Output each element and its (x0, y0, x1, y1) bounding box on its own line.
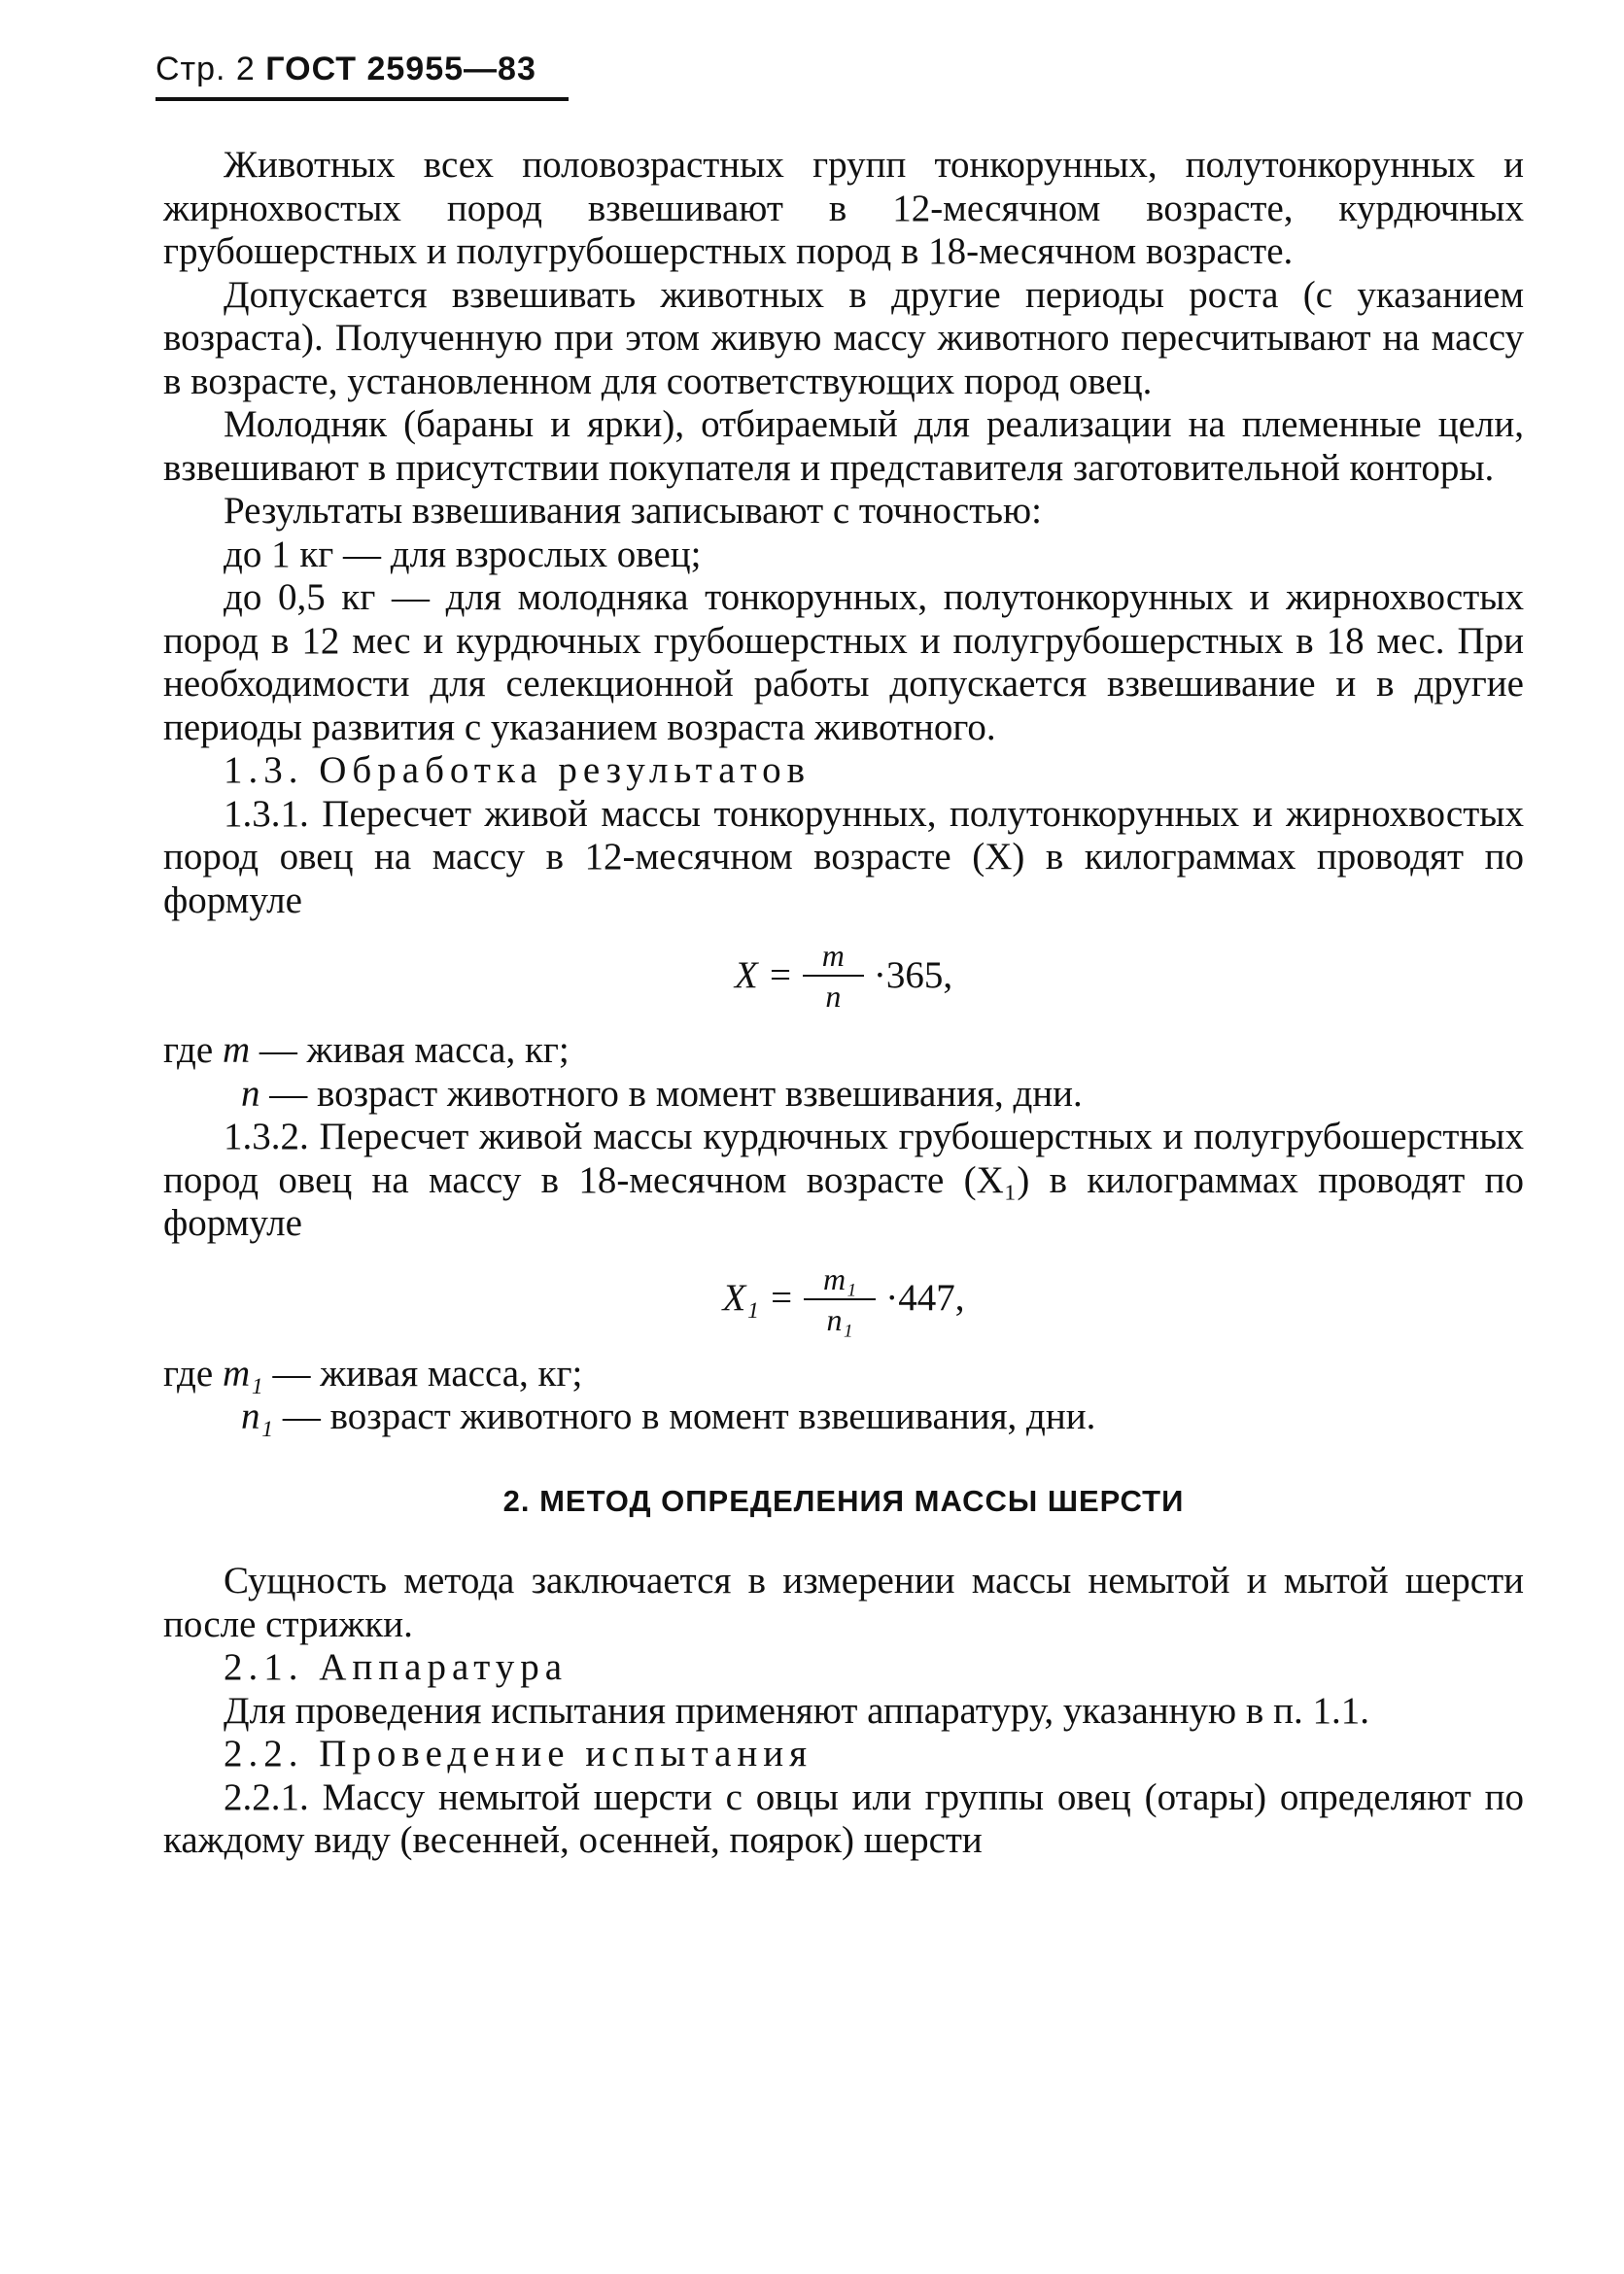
paragraph-2-2-1: 2.2.1. Массу немытой шерсти с овцы или группы овец (отары) определяют по каждому виду (весенней, осенней, поярок) шерсти (163, 1775, 1524, 1861)
paragraph-accuracy-young: до 0,5 кг — для молодняка тонкорунных, полутонкорунных и жирнохвостых пород в 12 мес и курдючных грубошерстных и полугрубошерстных в 18 мес. При необходимости для селекционной работы допускается взвешивание и в другие периоды развития с указанием возраста животного. (163, 576, 1524, 748)
document-body (163, 144, 1524, 1863)
formula-x1-tail: ·447, (885, 1277, 965, 1320)
page-number: Стр. 2 (155, 51, 256, 87)
paragraph-accuracy-adult: до 1 кг — для взрослых овец; (224, 533, 702, 575)
paragraph-accuracy: Результаты взвешивания записывают с точностью: (224, 490, 1043, 532)
where-prefix: где (163, 1352, 214, 1395)
section-title-2-1: 2.1. Аппаратура (224, 1646, 569, 1688)
where-var: n (241, 1072, 260, 1115)
where-def: — живая масса, кг; (272, 1352, 583, 1395)
where-def: — живая масса, кг; (259, 1029, 570, 1071)
paragraph-young-stock: Молодняк (бараны и ярки), отбираемый для реализации на племенные цели, взвешивают в присутствии покупателя и представителя заготовительной конторы. (163, 403, 1524, 489)
paragraph-1-3-1: 1.3.1. Пересчет живой массы тонкорунных, полутонкорунных и жирнохвостых пород овец на массу в 12-месячном возрасте (X) в килограммах проводят по формуле (163, 792, 1524, 921)
paragraph-2-1: Для проведения испытания применяют аппаратуру, указанную в п. 1.1. (224, 1689, 1369, 1732)
where-def: — возраст животного в момент взвешивания, дни. (269, 1072, 1083, 1115)
paragraph-1-3-2: 1.3.2. Пересчет живой массы курдючных грубошерстных и полугрубошерстных пород овец на массу в 18-месячном возрасте (X₁) в килограммах проводят по формуле (163, 1116, 1524, 1244)
formula-x-lhs: X = (734, 953, 793, 996)
formula-x-numerator: m (803, 936, 864, 977)
formula-x-denominator: n (825, 979, 842, 1014)
formula-x-fraction (803, 936, 864, 1016)
paragraph-other-periods: Допускается взвешивать животных в другие периоды роста (с указанием возраста). Полученную при этом живую массу животного пересчитывают на массу в возрасте, установленном для соответствующих пород овец. (163, 273, 1524, 402)
formula-x1 (163, 1259, 1524, 1339)
where-prefix: где (163, 1029, 214, 1071)
formula-x1-denominator: n₁ (826, 1301, 853, 1337)
formula-x-tail: ·365, (873, 953, 953, 996)
page-header (155, 51, 536, 88)
formula-x1-numerator: m₁ (804, 1259, 876, 1300)
formula-x (163, 936, 1524, 1016)
where-var: n₁ (241, 1395, 274, 1437)
paragraph-essence: Сущность метода заключается в измерении массы немытой и мытой шерсти после стрижки. (163, 1560, 1524, 1645)
section-title-2-2: 2.2. Проведение испытания (224, 1733, 813, 1774)
formula-x1-fraction (804, 1259, 876, 1339)
formula-x1-where-2 (241, 1395, 1524, 1439)
section-title-1-3: 1.3. Обработка результатов (224, 749, 812, 791)
where-var: m (222, 1029, 251, 1071)
formula-x1-where-1 (163, 1353, 1524, 1396)
formula-x-where-1 (163, 1029, 1524, 1073)
formula-x1-lhs: X₁ = (722, 1277, 794, 1320)
formula-x-where-2 (241, 1073, 1524, 1117)
standard-code: ГОСТ 25955—83 (265, 51, 536, 87)
where-var: m₁ (222, 1352, 263, 1395)
section-title-2: 2. МЕТОД ОПРЕДЕЛЕНИЯ МАССЫ ШЕРСТИ (502, 1483, 1185, 1518)
where-def: — возраст животного в момент взвешивания, дни. (282, 1395, 1096, 1437)
header-rule (155, 97, 569, 101)
paragraph-weighing-age: Животных всех половозрастных групп тонкорунных, полутонкорунных и жирнохвостых пород взвешивают в 12-месячном возрасте, курдючных грубошерстных и полугрубошерстных пород в 18-месячном возрасте. (163, 144, 1524, 272)
